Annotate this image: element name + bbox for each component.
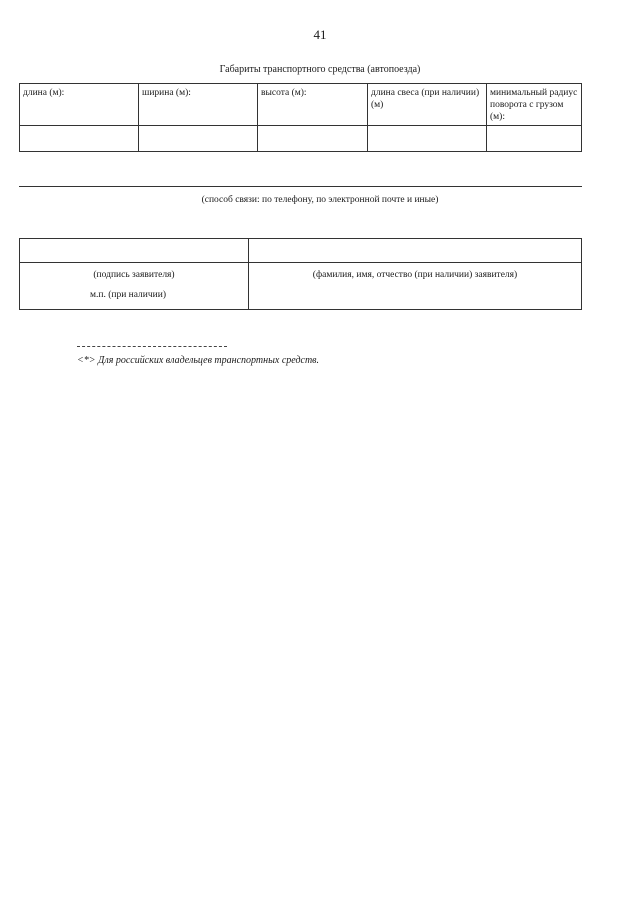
dimensions-title: Габариты транспортного средства (автопоезда) [219,64,421,75]
contact-line[interactable] [19,186,582,187]
column-width: ширина (м): [139,84,258,126]
fio-field[interactable] [249,239,582,263]
signature-table [19,238,582,310]
column-overhang: длина свеса (при наличии) (м) [368,84,487,126]
footnote-divider [77,346,227,347]
column-length: длина (м): [20,84,139,126]
signature-caption-cell [20,263,249,310]
dimensions-header-row [20,84,582,126]
dimensions-value-row [20,126,582,152]
signature-caption: (подпись заявителя) [93,270,175,280]
fio-caption: (фамилия, имя, отчество (при наличии) заявителя) [312,270,518,280]
length-value-cell[interactable] [20,126,139,152]
page-number: 41 [313,27,327,42]
width-value-cell[interactable] [139,126,258,152]
height-value-cell[interactable] [258,126,368,152]
overhang-value-cell[interactable] [368,126,487,152]
column-height: высота (м): [258,84,368,126]
footnote: <*> Для российских владельцев транспортных средств. [77,355,320,366]
turn-radius-value-cell[interactable] [487,126,582,152]
signature-field[interactable] [20,239,249,263]
seal-caption: м.п. (при наличии) [90,290,166,300]
dimensions-table [19,83,582,152]
fio-caption-cell [249,263,582,310]
column-turn-radius: минимальный радиус поворота с грузом (м): [487,84,582,126]
contact-caption: (способ связи: по телефону, по электронной почте и иные) [201,195,439,205]
